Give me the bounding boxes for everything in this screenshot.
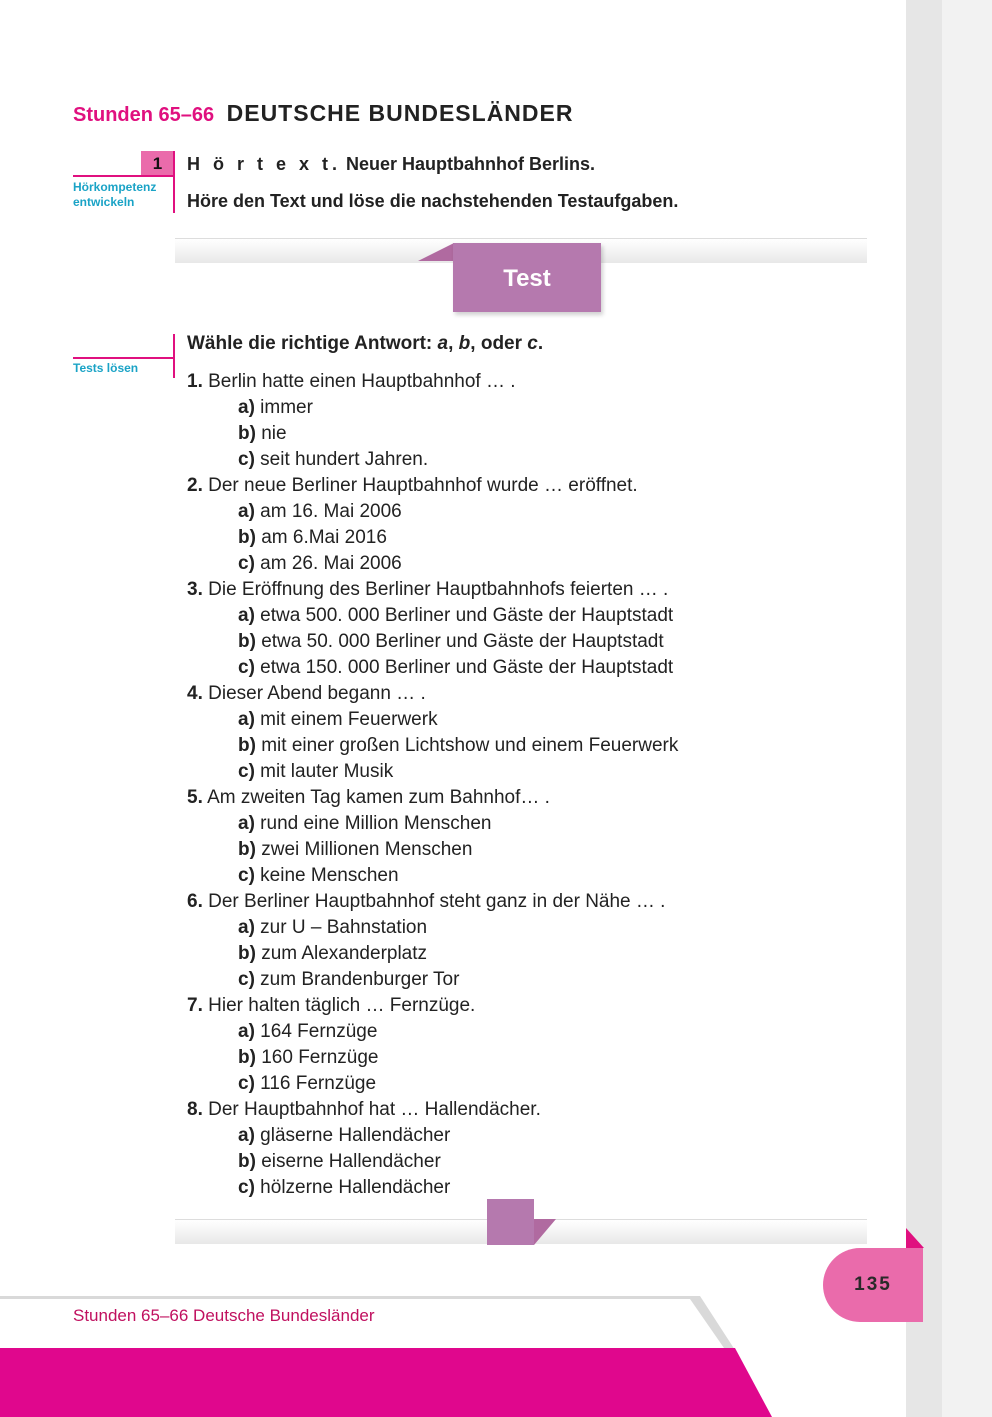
question-text: Der Hauptbahnhof hat … Hallendächer. [202, 1099, 541, 1120]
option-label: c) [238, 969, 255, 990]
instruction-end: . [537, 333, 544, 354]
option-label: a) [238, 501, 255, 522]
option-label: a) [238, 709, 255, 730]
ribbon-end-fold [534, 1219, 556, 1245]
option-label: c) [238, 865, 255, 886]
option-label: c) [238, 1177, 255, 1198]
option-text: rund eine Million Menschen [254, 813, 492, 834]
option-text: mit einem Feuerwerk [254, 709, 438, 730]
question [187, 785, 678, 811]
question [187, 473, 678, 499]
question [187, 681, 678, 707]
test-instruction [187, 333, 543, 355]
question [187, 577, 678, 603]
page-title: DEUTSCHE BUNDESLÄNDER [226, 100, 574, 126]
answer-option [187, 395, 678, 421]
option-label: b) [238, 527, 256, 548]
option-label: c) [238, 1073, 255, 1094]
option-text: 160 Fernzüge [255, 1047, 379, 1068]
question [187, 889, 678, 915]
option-text: hölzerne Hallendächer [254, 1177, 451, 1198]
instruction-sep2: , oder [470, 333, 528, 354]
option-text: 164 Fernzüge [254, 1021, 378, 1042]
question-text: Die Eröffnung des Berliner Hauptbahnhofs feierten … . [202, 579, 669, 600]
footer-band [0, 1348, 772, 1417]
instruction-a: a [437, 333, 449, 354]
instruction-sep1: , [448, 333, 459, 354]
option-text: eiserne Hallendächer [255, 1151, 441, 1172]
answer-option [187, 629, 678, 655]
answer-option [187, 447, 678, 473]
question-text: Berlin hatte einen Hauptbahnhof … . [202, 371, 516, 392]
option-label: b) [238, 735, 256, 756]
option-text: mit lauter Musik [254, 761, 394, 782]
instruction-prefix: Wähle die richtige Antwort: [187, 333, 438, 354]
option-text: zur U – Bahnstation [254, 917, 428, 938]
side-label-line1: Hörkompetenz [73, 180, 157, 194]
option-text: seit hundert Jahren. [254, 449, 429, 470]
answer-option [187, 1149, 678, 1175]
answer-option [187, 551, 678, 577]
answer-option [187, 603, 678, 629]
option-text: mit einer großen Lichtshow und einem Feuerwerk [255, 735, 679, 756]
option-label: a) [238, 1125, 255, 1146]
answer-option [187, 759, 678, 785]
answer-option [187, 1019, 678, 1045]
task-title [187, 154, 595, 175]
option-text: etwa 50. 000 Berliner und Gäste der Hauptstadt [255, 631, 664, 652]
option-text: am 6.Mai 2016 [255, 527, 387, 548]
side-label-tests: Tests lösen [73, 361, 139, 375]
option-label: c) [238, 657, 255, 678]
answer-option [187, 811, 678, 837]
question-text: Am zweiten Tag kamen zum Bahnhof… . [202, 787, 550, 808]
option-label: c) [238, 761, 255, 782]
answer-option [187, 1071, 678, 1097]
option-label: b) [238, 423, 256, 444]
answer-option [187, 655, 678, 681]
question-number: 8. [187, 1099, 203, 1120]
question-number: 1. [187, 371, 203, 392]
side-label-hoerkompetenz [73, 180, 156, 210]
option-label: b) [238, 1151, 256, 1172]
option-text: am 26. Mai 2006 [254, 553, 402, 574]
answer-option [187, 707, 678, 733]
question-number: 7. [187, 995, 203, 1016]
task-instruction: Höre den Text und löse die nachstehenden Testaufgaben. [187, 191, 679, 211]
option-label: a) [238, 397, 255, 418]
option-text: etwa 150. 000 Berliner und Gäste der Hauptstadt [254, 657, 674, 678]
task-number-badge: 1 [141, 151, 174, 176]
answer-option [187, 1045, 678, 1071]
answer-option [187, 863, 678, 889]
option-label: a) [238, 813, 255, 834]
option-label: c) [238, 553, 255, 574]
answer-option [187, 1123, 678, 1149]
answer-option [187, 525, 678, 551]
test-vertical-bar [173, 334, 175, 378]
answer-option [187, 967, 678, 993]
option-text: 116 Fernzüge [254, 1073, 377, 1094]
option-label: c) [238, 449, 255, 470]
option-label: b) [238, 1047, 256, 1068]
task-vertical-bar [173, 151, 175, 213]
option-label: b) [238, 839, 256, 860]
option-text: etwa 500. 000 Berliner und Gäste der Hauptstadt [254, 605, 674, 626]
option-text: zum Brandenburger Tor [254, 969, 460, 990]
page-header [73, 100, 573, 127]
option-text: nie [255, 423, 287, 444]
test-divider-line [73, 357, 175, 359]
footer-running-title: Stunden 65–66 Deutsche Bundesländer [73, 1306, 375, 1325]
answer-option [187, 499, 678, 525]
instruction-b: b [458, 333, 471, 354]
answer-option [187, 915, 678, 941]
question-list [187, 369, 678, 1201]
option-label: a) [238, 605, 255, 626]
question-text: Der Berliner Hauptbahnhof steht ganz in der Nähe … . [202, 891, 666, 912]
question [187, 1097, 678, 1123]
question-number: 4. [187, 683, 203, 704]
answer-option [187, 837, 678, 863]
option-text: keine Menschen [254, 865, 399, 886]
option-label: a) [238, 917, 255, 938]
ribbon-fold [418, 243, 454, 261]
page-number: 135 [823, 1248, 923, 1322]
answer-option [187, 421, 678, 447]
question-number: 5. [187, 787, 203, 808]
option-text: am 16. Mai 2006 [254, 501, 402, 522]
answer-option [187, 733, 678, 759]
question [187, 369, 678, 395]
question-text: Hier halten täglich … Fernzüge. [202, 995, 476, 1016]
option-text: zum Alexanderplatz [255, 943, 428, 964]
option-label: b) [238, 631, 256, 652]
lesson-number: Stunden 65–66 [73, 104, 215, 126]
option-text: zwei Millionen Menschen [255, 839, 473, 860]
option-text: gläserne Hallendächer [254, 1125, 451, 1146]
question [187, 993, 678, 1019]
answer-option [187, 1175, 678, 1201]
option-label: a) [238, 1021, 255, 1042]
question-text: Der neue Berliner Hauptbahnhof wurde … eröffnet. [202, 475, 638, 496]
task-divider-line [73, 175, 175, 177]
page-tab-fold [906, 1228, 924, 1248]
answer-option [187, 941, 678, 967]
option-label: b) [238, 943, 256, 964]
question-number: 2. [187, 475, 203, 496]
ribbon-end-square [487, 1199, 534, 1245]
option-text: immer [254, 397, 313, 418]
side-label-line2: entwickeln [73, 195, 135, 209]
question-number: 6. [187, 891, 203, 912]
page-edge-strip-light [942, 0, 992, 1417]
instruction-c: c [527, 333, 538, 354]
question-text: Dieser Abend begann … . [202, 683, 426, 704]
task-title-rest: Neuer Hauptbahnhof Berlins. [341, 154, 596, 174]
task-title-spaced: H ö r t e x t. [187, 154, 342, 174]
question-number: 3. [187, 579, 203, 600]
test-label: Test [453, 243, 601, 312]
